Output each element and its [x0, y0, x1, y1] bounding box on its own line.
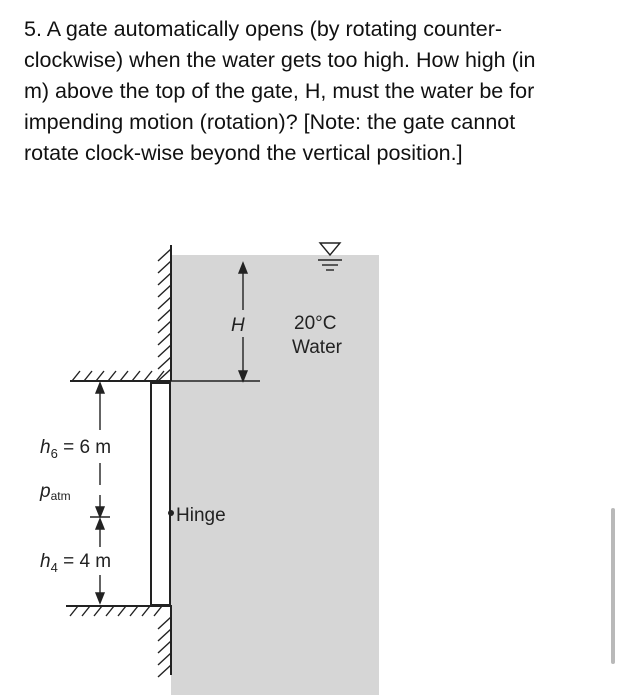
problem-line-4: impending motion (rotation)? [Note: the gate cannot	[24, 110, 516, 134]
water-temp-label: 20°C	[294, 313, 337, 334]
lower-ground-hatching	[70, 606, 162, 616]
problem-statement	[24, 14, 604, 169]
gate	[151, 383, 170, 605]
h-label: H	[231, 315, 245, 336]
h4-label: $h_4 = 4$ m	[40, 551, 112, 575]
gate-diagram	[0, 225, 622, 695]
vertical-scrollbar[interactable]	[611, 508, 615, 664]
hinge-label: Hinge	[176, 505, 226, 526]
hinge-point	[168, 510, 174, 516]
problem-line-5: rotate clock-wise beyond the vertical position.]	[24, 141, 463, 165]
upper-ground-hatching	[72, 371, 164, 381]
problem-line-3: m) above the top of the gate, H, must the water be for	[24, 79, 535, 103]
water-region	[171, 255, 379, 695]
h6-label: $h_6 = 6$ m	[40, 437, 112, 461]
wall-hatching-lower	[158, 617, 171, 677]
problem-line-2: clockwise) when the water gets too high. How high (in	[24, 48, 536, 72]
problem-line-1: 5. A gate automatically opens (by rotating counter-	[24, 17, 503, 41]
patm-label: patm	[40, 481, 71, 503]
wall-hatching-upper	[158, 249, 171, 381]
water-label: Water	[292, 337, 342, 358]
